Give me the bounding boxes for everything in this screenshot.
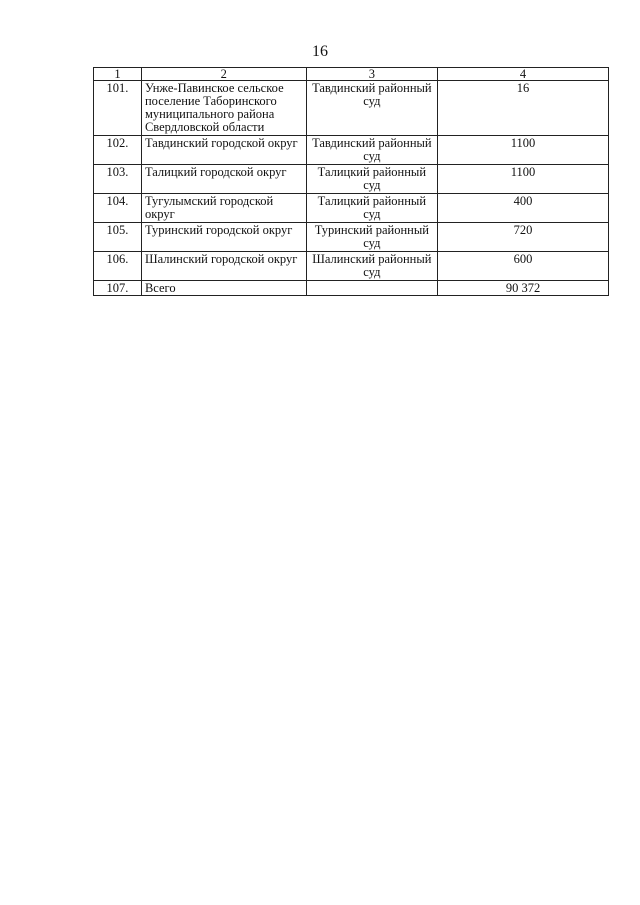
row-number-cell: 107. <box>94 281 142 296</box>
value-cell: 720 <box>438 223 609 252</box>
total-value-cell: 90 372 <box>438 281 609 296</box>
court-cell: Туринский районный суд <box>306 223 437 252</box>
row-number-cell: 103. <box>94 165 142 194</box>
column-header-2: 2 <box>141 68 306 81</box>
table-header-row <box>94 68 609 81</box>
table-row-total <box>94 281 609 296</box>
value-cell: 1100 <box>438 136 609 165</box>
municipality-cell: Тугулымский городской округ <box>141 194 306 223</box>
row-number-cell: 101. <box>94 81 142 136</box>
court-cell: Талицкий районный суд <box>306 194 437 223</box>
municipality-cell: Тавдинский городской округ <box>141 136 306 165</box>
total-label-cell: Всего <box>141 281 306 296</box>
column-header-3: 3 <box>306 68 437 81</box>
value-cell: 400 <box>438 194 609 223</box>
court-cell: Шалинский районный суд <box>306 252 437 281</box>
table-row <box>94 81 609 136</box>
municipality-cell: Шалинский городской округ <box>141 252 306 281</box>
table-row <box>94 252 609 281</box>
page-number: 16 <box>312 43 328 60</box>
table-row <box>94 223 609 252</box>
court-cell: Талицкий районный суд <box>306 165 437 194</box>
court-cell: Тавдинский районный суд <box>306 136 437 165</box>
table-row <box>94 136 609 165</box>
value-cell: 16 <box>438 81 609 136</box>
row-number-cell: 105. <box>94 223 142 252</box>
column-header-4: 4 <box>438 68 609 81</box>
municipality-cell: Талицкий городской округ <box>141 165 306 194</box>
value-cell: 1100 <box>438 165 609 194</box>
value-cell: 600 <box>438 252 609 281</box>
table-row <box>94 194 609 223</box>
court-cell <box>306 281 437 296</box>
row-number-cell: 106. <box>94 252 142 281</box>
table-row <box>94 165 609 194</box>
row-number-cell: 104. <box>94 194 142 223</box>
municipality-cell: Туринский городской округ <box>141 223 306 252</box>
row-number-cell: 102. <box>94 136 142 165</box>
data-table <box>93 67 609 296</box>
municipality-cell: Унже-Павинское сельское поселение Таборинского муниципального района Свердловской области <box>141 81 306 136</box>
column-header-1: 1 <box>94 68 142 81</box>
court-cell: Тавдинский районный суд <box>306 81 437 136</box>
